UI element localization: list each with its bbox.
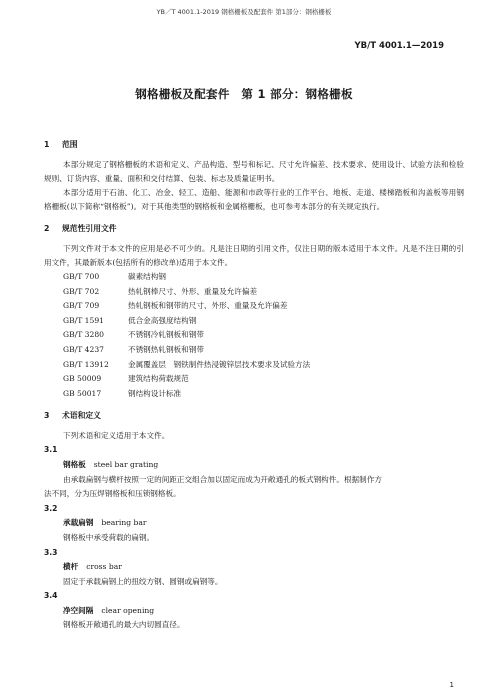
term-title: 承载扁钢 bearing bar — [63, 518, 147, 528]
references-intro: 下列文件对于本文件的应用是必不可少的。凡是注日期的引用文件，仅注日期的版本适用于本文件。凡是不注日期的引用文件，其最新版本(包括所有的修改单)适用于本文件。 — [44, 244, 464, 267]
term-definition: 固定于承载扁钢上的扭绞方钢、圆钢或扁钢等。 — [63, 576, 223, 586]
reference-item: GB/T 13912 金属覆盖层 钢铁制件热浸镀锌层技术要求及试验方法 — [63, 359, 311, 369]
document-title: 钢格栅板及配套件 第 1 部分：钢格栅板 — [135, 87, 353, 101]
term-definition: 由承载扁钢与横杆按照一定的间距正交组合加以固定而成为开敞通孔的板式钢构件。根据制作方 — [63, 474, 382, 484]
term-number: 3.1 — [44, 445, 58, 455]
term-number: 3.3 — [44, 547, 58, 557]
term-title: 净空间隔 clear opening — [63, 605, 155, 615]
section-heading-terms: 3 术语和定义 — [44, 411, 101, 421]
reference-list — [44, 270, 464, 401]
term-title: 钢格板 steel bar grating — [63, 459, 159, 469]
term-definition: 钢格板开敞通孔的最大内切圆直径。 — [63, 620, 185, 630]
section-heading-scope: 1 范围 — [44, 140, 78, 149]
scope-paragraph-2: 本部分适用于石油、化工、冶金、轻工、造船、能源和市政等行业的工作平台、地板、走道、楼梯踏板和沟盖板等用钢格栅板(以下简称“钢格板”)。对于其他类型的钢格板和金属格栅板，也可参考本部分的有关规定执行。 — [44, 188, 464, 211]
running-header: YB／T 4001.1-2019 钢格栅板及配套件 第1部分：钢格栅板 — [156, 8, 332, 16]
reference-item: GB 50017 钢结构设计标准 — [63, 388, 182, 398]
term-definition: 钢格板中承受荷载的扁钢。 — [63, 532, 155, 542]
reference-item: GB/T 1591 低合金高强度结构钢 — [63, 315, 197, 325]
page-number: 1 — [449, 681, 454, 689]
scope-paragraph-1: 本部分规定了钢格栅板的术语和定义、产品构造、型号和标记、尺寸允许偏差、技术要求、使用设计、试验方法和检验规则、订货内容、重量、面积和交付结算、包装、标志及质量证明书。 — [44, 160, 464, 183]
term-definition-continued: 法不同，分为压焊钢格板和压锁钢格板。 — [44, 489, 181, 499]
terms-intro: 下列术语和定义适用于本文件。 — [63, 431, 170, 441]
reference-item: GB/T 709 热轧钢板和钢带的尺寸、外形、重量及允许偏差 — [63, 301, 288, 311]
reference-item: GB/T 700 碳素结构钢 — [63, 272, 166, 281]
section-heading-normative-references: 2 规范性引用文件 — [44, 224, 117, 233]
reference-item: GB/T 702 热轧钢棒尺寸、外形、重量及允许偏差 — [63, 286, 258, 296]
term-number: 3.2 — [44, 503, 58, 513]
reference-item: GB/T 3280 不锈钢冷轧钢板和钢带 — [63, 330, 204, 340]
reference-item: GB 50009 建筑结构荷载规范 — [63, 374, 189, 384]
reference-item: GB/T 4237 不锈钢热轧钢板和钢带 — [63, 344, 204, 354]
standard-number: YB/T 4001.1—2019 — [354, 41, 444, 51]
term-number: 3.4 — [44, 591, 58, 601]
document-body — [44, 138, 464, 633]
term-title: 横杆 cross bar — [63, 562, 122, 572]
